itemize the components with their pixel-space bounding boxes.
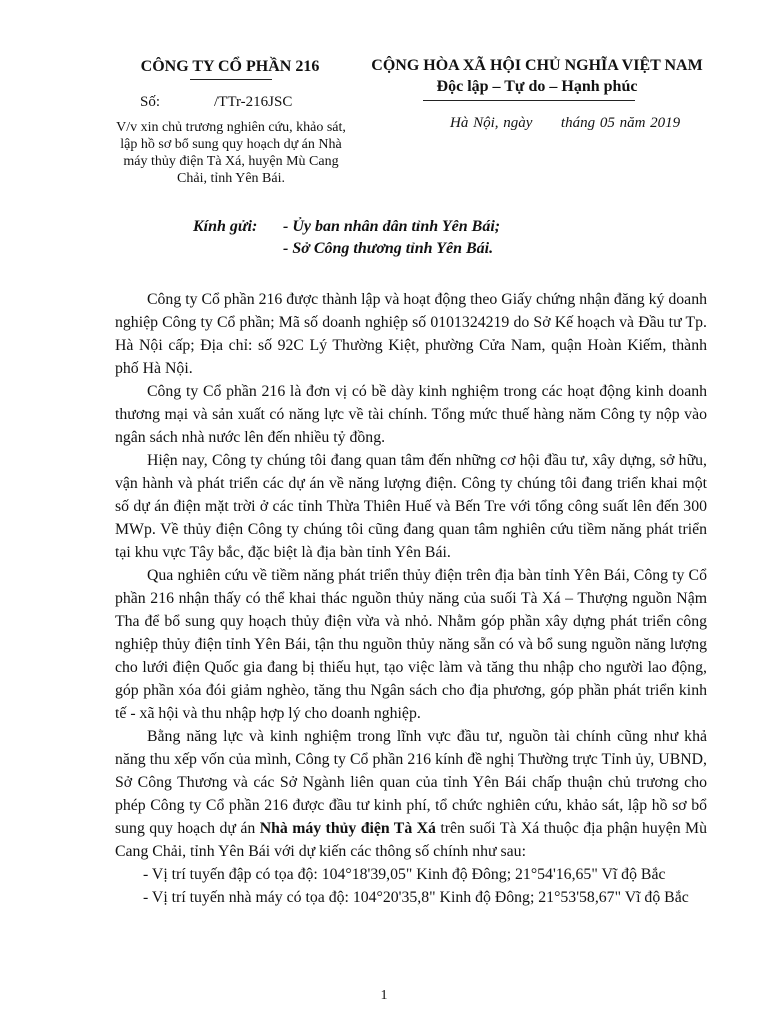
nation-heading: CỘNG HÒA XÃ HỘI CHỦ NGHĨA VIỆT NAM <box>371 57 703 74</box>
paragraph-company-experience: Công ty Cổ phần 216 là đơn vị có bề dày kinh nghiệm trong các hoạt động kinh doanh thương mại và sản xuất có năng lực về tài chính. Tổng mức thuế hàng năm Công ty nộp vào ngân sách nhà nước lên đến nhiều tỷ đồng. <box>115 383 707 446</box>
recipient-2: - Sở Công thương tỉnh Yên Bái. <box>283 240 494 257</box>
recipient-label: Kính gửi: <box>193 218 258 235</box>
place-and-date: Hà Nội, ngày tháng 05 năm 2019 <box>450 115 681 131</box>
company-underline <box>190 79 272 80</box>
motto-underline <box>423 100 635 101</box>
letter-body <box>115 288 707 909</box>
company-name: CÔNG TY CỔ PHẦN 216 <box>140 58 320 75</box>
paragraph-request <box>115 725 707 863</box>
project-name: Nhà máy thủy điện Tà Xá <box>259 820 436 837</box>
dam-location-item: - Vị trí tuyến đập có tọa độ: 104°18'39,05" Kinh độ Đông; 21°54'16,65" Vĩ độ Bắc <box>143 866 666 883</box>
document-number-label: Số: <box>140 94 161 110</box>
request-text-start: Bằng năng lực và kinh nghiệm trong lĩnh vực đầu tư, nguồn tài chính cũng như khả năng thu xếp vốn của mình, Công ty Cổ phần 216 kính đề nghị Thường trực Tỉnh ủy, UBND, Sở Công Thương và các Sở Ngành liên quan của tỉnh Yên Bái chấp thuận chủ trương cho phép Công ty Cổ phần 216 được đầu tư kinh phí, tổ chức nghiên cứu, khảo sát, lập hồ sơ bổ sung quy hoạch dự án <box>115 728 707 837</box>
page-number: 1 <box>380 988 388 1003</box>
paragraph-hydropower-potential: Qua nghiên cứu về tiềm năng phát triển thủy điện trên địa bàn tỉnh Yên Bái, Công ty Cổ phần 216 nhận thấy có thể khai thác nguồn thủy năng của suối Tà Xá – Thượng nguồn Nậm Tha để bổ sung quy hoạch thủy điện vừa và nhỏ. Nhằm góp phần xây dựng phát triển công nghiệp thủy điện tỉnh Yên Bái, tận thu nguồn thủy năng sẵn có và bổ sung nguồn năng lượng cho lưới điện Quốc gia đang bị thiếu hụt, tạo việc làm và tăng thu nhập cho người lao động, góp phần xóa đói giảm nghèo, tăng thu Ngân sách cho địa phương, góp phần phát triển kinh tế - xã hội và thu nhập hợp lý cho doanh nghiệp. <box>115 567 707 722</box>
document-subject: V/v xin chủ trương nghiên cứu, khảo sát, lập hồ sơ bổ sung quy hoạch dự án Nhà máy thủy điện Tà Xá, huyện Mù Cang Chải, tỉnh Yên Bái. <box>116 120 346 186</box>
recipient-1: - Ủy ban nhân dân tỉnh Yên Bái; <box>283 218 501 235</box>
national-motto: Độc lập – Tự do – Hạnh phúc <box>436 78 638 95</box>
paragraph-company-registration: Công ty Cổ phần 216 được thành lập và hoạt động theo Giấy chứng nhận đăng ký doanh nghiệp Công ty Cổ phần; Mã số doanh nghiệp số 0101324219 do Sở Kế hoạch và Đầu tư Tp. Hà Nội cấp; Địa chỉ: số 92C Lý Thường Kiệt, phường Cửa Nam, quận Hoàn Kiếm, thành phố Hà Nội. <box>115 291 707 377</box>
plant-location-item: - Vị trí tuyến nhà máy có tọa độ: 104°20'35,8" Kinh độ Đông; 21°53'58,67" Vĩ độ Bắc <box>143 889 689 906</box>
paragraph-energy-interest: Hiện nay, Công ty chúng tôi đang quan tâm đến những cơ hội đầu tư, xây dựng, sở hữu, vận hành và phát triển các dự án về năng lượng điện. Công ty chúng tôi đang triển khai một số dự án điện mặt trời ở các tỉnh Thừa Thiên Huế và Bến Tre với tổng công suất lên đến 300 MWp. Về thủy điện Công ty chúng tôi cũng đang quan tâm nghiên cứu tiềm năng phát triển tại khu vực Tây bắc, đặc biệt là địa bàn tỉnh Yên Bái. <box>115 452 707 561</box>
document-number: /TTr-216JSC <box>214 94 293 110</box>
request-text-end: trên suối Tà Xá thuộc địa phận huyện Mù Cang Chải, tỉnh Yên Bái với dự kiến các thông số chính như sau: <box>115 820 707 860</box>
